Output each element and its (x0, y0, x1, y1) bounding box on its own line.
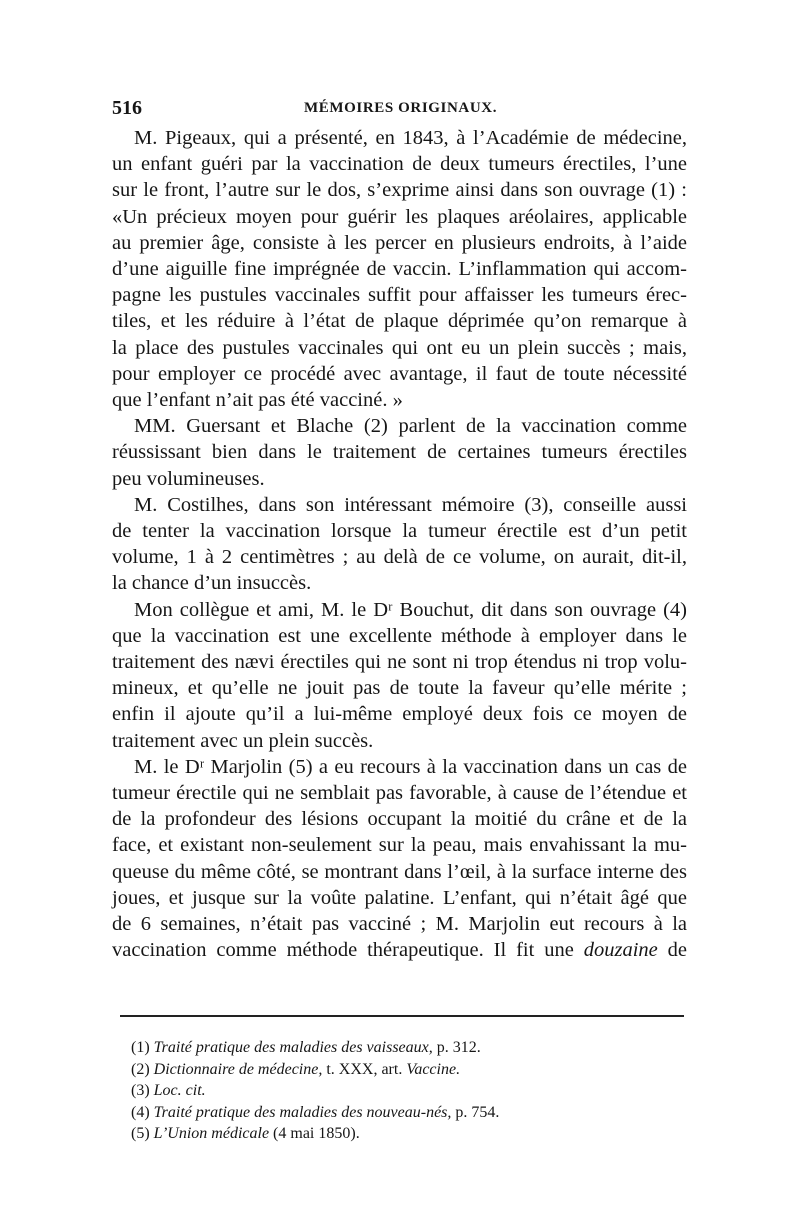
footnote-title: Traité pratique des maladies des vaisseaux, (153, 1039, 433, 1056)
footnote-text: t. XXX, art. (322, 1060, 407, 1078)
text-line: traitement avec un plein succès. (112, 729, 374, 752)
text-line: de la profondeur des lésions occupant la moitié du crâne et de la (112, 808, 687, 831)
text-line: joues, et jusque sur la voûte palatine. L’enfant, qui n’était âgé que (112, 886, 687, 909)
footnote-number: (3) (131, 1082, 150, 1099)
footnote-divider (120, 1015, 684, 1017)
paragraph-pigeaux (112, 125, 687, 413)
text-line: pagne les pustules vaccinales suffit pour affaisser les tumeurs érec- (112, 284, 687, 307)
footnote-number: (1) (131, 1039, 150, 1056)
footnote-text: p. 754. (451, 1103, 500, 1121)
footnote-2 (131, 1059, 691, 1081)
text-line: face, et existant non-seulement sur la peau, mais envahissant la mu- (112, 834, 687, 857)
text-line: un enfant guéri par la vaccination de deux tumeurs érectiles, l’une (112, 153, 687, 176)
text-line: au premier âge, consiste à les percer en plusieurs endroits, à l’aide (112, 231, 687, 254)
text-line: que l’enfant n’ait pas été vacciné. » (112, 389, 403, 412)
footnote-text: (4 mai 1850). (269, 1125, 360, 1142)
footnote-title: Loc. cit. (153, 1082, 206, 1099)
body-text (112, 125, 687, 964)
paragraph-bouchut (112, 597, 687, 754)
text-line: tumeur érectile qui ne semblait pas favorable, à cause de l’étendue et (112, 782, 687, 805)
text-segment: de (667, 939, 688, 962)
text-line: MM. Guersant et Blache (2) parlent de la vaccination comme (134, 415, 687, 438)
page-header (112, 97, 687, 123)
footnotes (131, 1037, 691, 1145)
footnote-number: (5) (131, 1125, 150, 1142)
footnote-title-secondary: Vaccine. (406, 1060, 461, 1078)
footnote-3 (131, 1080, 691, 1102)
text-line: mineux, et qu’elle ne jouit pas de toute la faveur qu’elle mérite ; (112, 677, 687, 700)
footnote-title: Traité pratique des maladies des nouveau-nés, (153, 1103, 452, 1121)
emphasis-text: douzaine (583, 939, 658, 962)
text-line: traitement des nævi érectiles qui ne sont ni trop étendus ni trop volu- (112, 651, 687, 674)
running-head: MÉMOIRES ORIGINAUX. (304, 100, 498, 116)
text-line: Mon collègue et ami, M. le Dʳ Bouchut, dit dans son ouvrage (4) (134, 598, 687, 621)
footnote-5 (131, 1123, 691, 1145)
text-line (112, 937, 687, 963)
text-line: enfin il ajoute qu’il a lui-même employé deux fois ce moyen de (112, 703, 687, 726)
footnote-1 (131, 1037, 691, 1059)
text-line: M. Costilhes, dans son intéressant mémoire (3), conseille aussi (134, 493, 687, 516)
text-line: tiles, et les réduire à l’état de plaque déprimée qu’on remarque à (112, 310, 687, 333)
text-line: «Un précieux moyen pour guérir les plaques aréolaires, applicable (112, 205, 687, 228)
text-line: de 6 semaines, n’était pas vacciné ; M. Marjolin eut recours à la (112, 913, 687, 936)
text-line: d’une aiguille fine imprégnée de vaccin. L’inflammation qui accom- (112, 258, 687, 281)
text-line: sur le front, l’autre sur le dos, s’exprime ainsi dans son ouvrage (1) : (112, 179, 687, 202)
text-line: M. le Dʳ Marjolin (5) a eu recours à la vaccination dans un cas de (134, 755, 687, 778)
footnote-text: p. 312. (432, 1039, 481, 1056)
footnote-4 (131, 1102, 691, 1124)
text-line: volume, 1 à 2 centimètres ; au delà de ce volume, on aurait, dit-il, (112, 546, 687, 569)
page-number: 516 (112, 97, 142, 119)
footnote-number: (4) (131, 1103, 150, 1121)
paragraph-marjolin (112, 754, 687, 964)
text-line: de tenter la vaccination lorsque la tumeur érectile est d’un petit (112, 520, 687, 543)
footnote-number: (2) (131, 1060, 150, 1078)
text-line: M. Pigeaux, qui a présenté, en 1843, à l’Académie de médecine, (134, 127, 687, 149)
text-line: réussissant bien dans le traitement de certaines tumeurs érectiles (112, 441, 687, 464)
text-segment: vaccination comme méthode thérapeutique. Il fit une (112, 939, 574, 962)
text-line: peu volumineuses. (112, 467, 265, 490)
text-line: pour employer ce procédé avec avantage, il faut de toute nécessité (112, 362, 687, 385)
footnote-title: L’Union médicale (153, 1125, 270, 1142)
text-line: que la vaccination est une excellente méthode à employer dans le (112, 624, 687, 647)
text-line: la chance d’un insuccès. (112, 572, 312, 595)
footnote-title: Dictionnaire de médecine, (153, 1060, 323, 1078)
text-line: la place des pustules vaccinales qui ont eu un plein succès ; mais, (112, 336, 687, 359)
paragraph-costilhes (112, 492, 687, 597)
text-line: queuse du même côté, se montrant dans l’œil, à la surface interne des (112, 860, 687, 883)
paragraph-guersant-blache (112, 413, 687, 492)
